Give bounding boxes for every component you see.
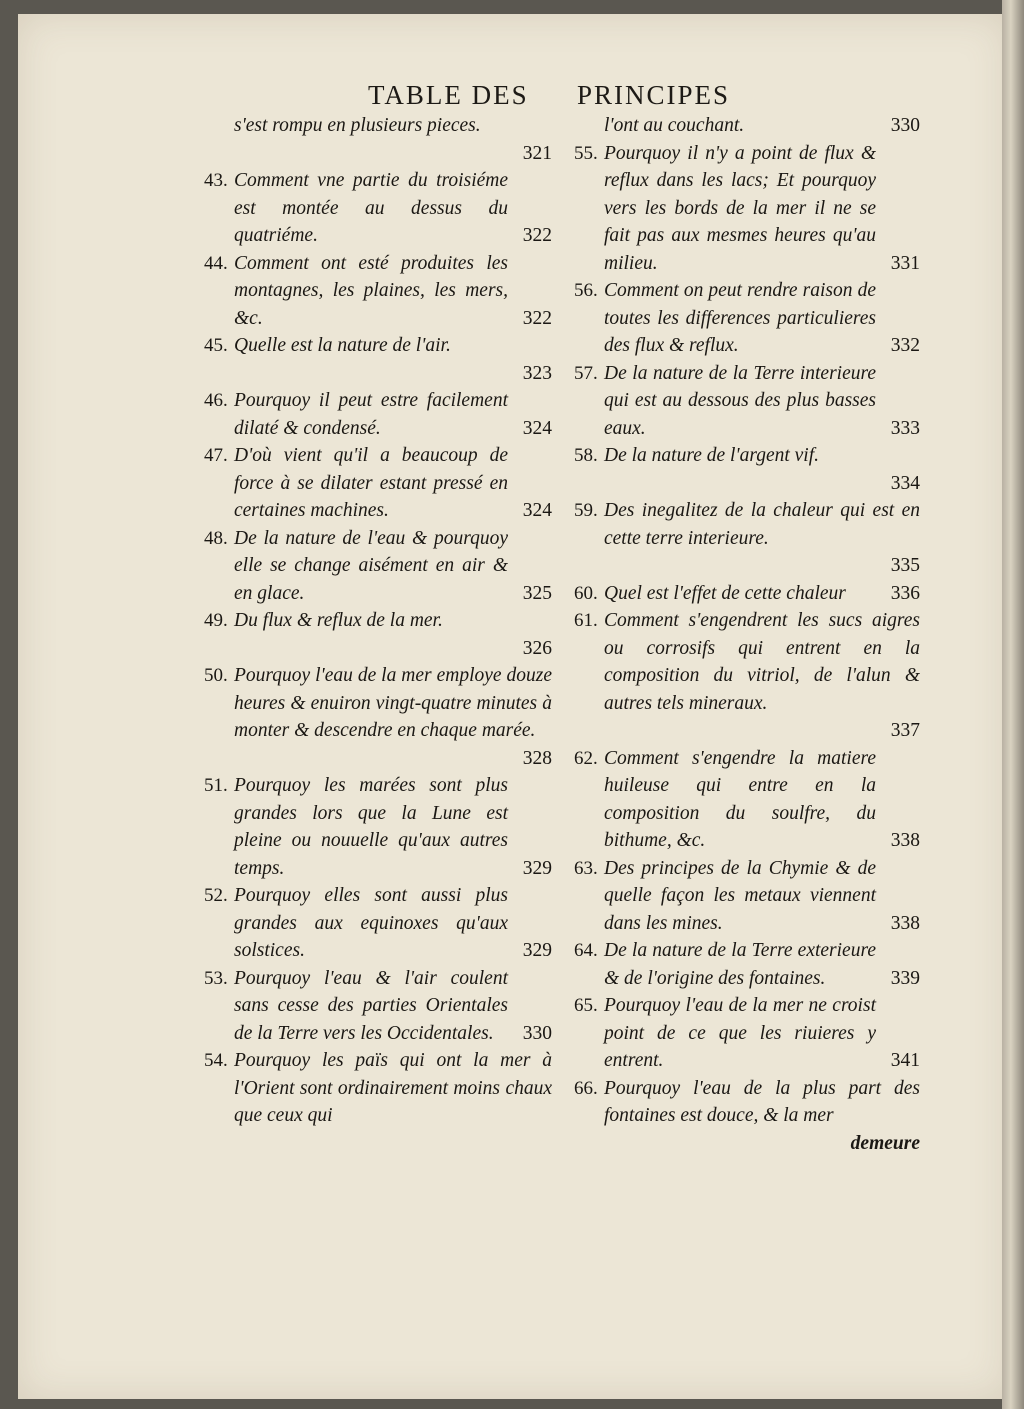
entry-page-number: 339 bbox=[890, 967, 920, 989]
entry-number: 56. bbox=[574, 280, 598, 301]
table-entry bbox=[204, 332, 552, 360]
entry-text: Pourquoy les païs qui ont la mer à l'Orient sont ordinairement moins chaux que ceux qui bbox=[234, 1050, 552, 1126]
entry-page-number: 324 bbox=[522, 417, 552, 439]
entry-text: Quelle est la nature de l'air. bbox=[234, 335, 451, 356]
entry-page-number: 325 bbox=[522, 582, 552, 604]
entry-page-number: 329 bbox=[522, 857, 552, 879]
entry-number: 61. bbox=[574, 610, 598, 631]
entry-page-number: 337 bbox=[890, 720, 920, 741]
entry-text: Pourquoy l'eau de la plus part des fontaines est douce, & la mer bbox=[604, 1077, 920, 1126]
entry-page-number: 323 bbox=[522, 362, 552, 384]
table-entry bbox=[204, 167, 552, 250]
entry-page-number: 334 bbox=[890, 472, 920, 494]
table-entry bbox=[204, 112, 552, 140]
entry-text: Des inegalitez de la chaleur qui est en cette terre interieure. bbox=[604, 500, 920, 549]
table-entry bbox=[204, 525, 552, 608]
entry-page-number: 329 bbox=[522, 940, 552, 961]
entry-page-number: 322 bbox=[522, 307, 552, 329]
entry-page-number: 335 bbox=[890, 555, 920, 576]
entry-page-number: 330 bbox=[522, 1022, 552, 1044]
running-head-right: PRINCIPES bbox=[577, 80, 731, 110]
entry-page-number: 338 bbox=[890, 912, 920, 934]
entry-number: 63. bbox=[574, 857, 598, 879]
table-entry bbox=[574, 277, 920, 360]
table-entry bbox=[574, 992, 920, 1075]
entry-number: 50. bbox=[204, 665, 228, 686]
entry-number: 45. bbox=[204, 335, 228, 356]
table-entry bbox=[204, 882, 552, 965]
entry-text: De la nature de l'eau & pourquoy elle se change aisément en air & en glace. bbox=[234, 527, 508, 604]
entry-number: 47. bbox=[204, 445, 228, 466]
entry-text: Comment ont esté produites les montagnes, les plaines, les mers, &c. bbox=[234, 252, 508, 329]
entry-text: De la nature de la Terre interieure qui est au dessous des plus basses eaux. bbox=[604, 362, 876, 439]
entry-number: 55. bbox=[574, 142, 598, 164]
entry-text: Du flux & reflux de la mer. bbox=[234, 610, 443, 631]
entry-number: 43. bbox=[204, 170, 228, 191]
entry-text: D'où vient qu'il a beaucoup de force à se dilater estant pressé en certaines machines. bbox=[234, 445, 508, 521]
entry-page-number: 321 bbox=[522, 142, 552, 164]
entry-text: De la nature de l'argent vif. bbox=[604, 445, 820, 466]
table-entry bbox=[204, 965, 552, 1048]
right-column bbox=[574, 112, 920, 1157]
table-entry bbox=[574, 1075, 920, 1130]
table-entry bbox=[204, 662, 552, 745]
entry-number: 58. bbox=[574, 445, 598, 466]
entry-text: Pourquoy elles sont aussi plus grandes aux equinoxes qu'aux solstices. bbox=[234, 885, 508, 961]
table-entry bbox=[574, 442, 920, 470]
entry-text: Des principes de la Chymie & de quelle façon les metaux viennent dans les mines. bbox=[604, 857, 876, 934]
entry-page-number: 324 bbox=[522, 500, 552, 521]
entry-text: Comment s'engendrent les sucs aigres ou corrosifs qui entrent en la composition du vitriol, de l'alun & autres tels mineraux. bbox=[604, 610, 920, 714]
left-column bbox=[204, 112, 552, 1130]
entry-text: Pourquoy l'eau de la mer ne croist point de ce que les riuieres y entrent. bbox=[604, 995, 876, 1071]
entry-page-number: 338 bbox=[890, 830, 920, 851]
entry-page-number: 322 bbox=[522, 225, 552, 246]
table-entry bbox=[574, 855, 920, 938]
table-entry bbox=[574, 140, 920, 278]
table-entry bbox=[204, 442, 552, 525]
entry-text: Comment s'engendre la matiere huileuse qui entre en la composition du soulfre, du bithume, &c. bbox=[604, 747, 876, 851]
table-entry bbox=[574, 937, 920, 992]
entry-page-number: 330 bbox=[890, 115, 920, 136]
entry-text: De la nature de la Terre exterieure & de l'origine des fontaines. bbox=[604, 940, 876, 989]
entry-text: Pourquoy il peut estre facilement dilaté & condensé. bbox=[234, 390, 508, 439]
table-entry bbox=[204, 250, 552, 333]
entry-page-number: 332 bbox=[890, 335, 920, 356]
table-entry bbox=[204, 387, 552, 442]
table-entry bbox=[204, 607, 552, 635]
entry-page-number: 341 bbox=[890, 1050, 920, 1071]
entry-page-number: 328 bbox=[522, 747, 552, 769]
entry-number: 59. bbox=[574, 500, 598, 521]
table-entry bbox=[574, 497, 920, 552]
entry-page-number: 333 bbox=[890, 417, 920, 439]
entry-number: 52. bbox=[204, 885, 228, 906]
entry-number: 44. bbox=[204, 252, 228, 274]
entry-text: Pourquoy les marées sont plus grandes lors que la Lune est pleine ou nouuelle qu'aux autres temps. bbox=[234, 775, 508, 879]
entry-number: 49. bbox=[204, 610, 228, 631]
entry-text: Pourquoy il n'y a point de flux & reflux dans les lacs; Et pourquoy vers les bords de la mer il ne se fait pas aux mesmes heures qu'au milieu. bbox=[604, 142, 876, 274]
entry-text: s'est rompu en plusieurs pieces. bbox=[234, 115, 481, 136]
entry-number: 64. bbox=[574, 940, 598, 961]
table-entry bbox=[574, 607, 920, 717]
entry-text: Quel est l'effet de cette chaleur bbox=[604, 582, 846, 604]
entry-page-number: 331 bbox=[890, 252, 920, 274]
page-edge bbox=[1002, 0, 1024, 1409]
entry-number: 53. bbox=[204, 967, 228, 989]
entry-number: 57. bbox=[574, 362, 598, 384]
catchword: demeure bbox=[850, 1132, 920, 1154]
running-head-left: TABLE DES bbox=[368, 80, 529, 110]
entry-text: Comment on peut rendre raison de toutes les differences particulieres des flux & reflux. bbox=[604, 280, 876, 356]
entry-text: l'ont au couchant. bbox=[604, 115, 745, 136]
table-entry bbox=[574, 745, 920, 855]
entry-page-number: 336 bbox=[890, 582, 920, 604]
entry-number: 62. bbox=[574, 747, 598, 769]
table-entry bbox=[574, 112, 920, 140]
entry-number: 66. bbox=[574, 1077, 598, 1099]
entry-text: Pourquoy l'eau de la mer employe douze heures & enuiron vingt-quatre minutes à monter & descendre en chaque marée. bbox=[234, 665, 552, 741]
table-entry bbox=[204, 1047, 552, 1130]
entry-page-number: 326 bbox=[522, 637, 552, 659]
entry-number: 54. bbox=[204, 1050, 228, 1071]
table-entry bbox=[574, 580, 920, 608]
entry-text: Comment vne partie du troisiéme est montée au dessus du quatriéme. bbox=[234, 170, 508, 246]
table-entry bbox=[204, 772, 552, 882]
entry-number: 51. bbox=[204, 775, 228, 796]
entry-number: 48. bbox=[204, 527, 228, 549]
entry-number: 65. bbox=[574, 995, 598, 1016]
entry-number: 60. bbox=[574, 582, 598, 604]
table-entry bbox=[574, 360, 920, 443]
entry-text: Pourquoy l'eau & l'air coulent sans cesse des parties Orientales de la Terre vers les Occidentales. bbox=[234, 967, 508, 1044]
entry-number: 46. bbox=[204, 390, 228, 411]
